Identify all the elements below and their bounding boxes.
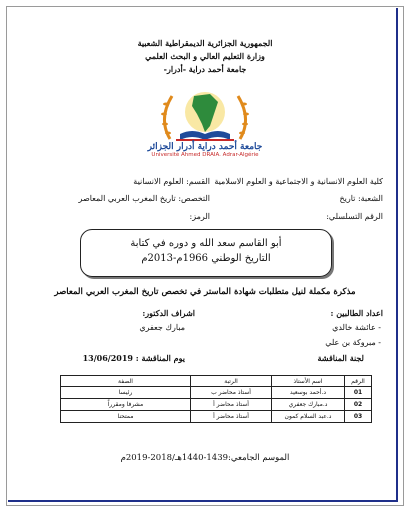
serial-number-label: الرقم التسلسلي: <box>326 212 383 221</box>
memo-description: مذكرة مكملة لنيل متطلبات شهادة الماستر في تخصص تاريخ المغرب العربي المعاصر <box>54 287 356 297</box>
university-logo <box>150 84 260 150</box>
page-frame-bottom <box>8 500 398 502</box>
jury-number: 01 <box>345 387 372 399</box>
jury-table-header-row <box>61 376 372 387</box>
jury-header-name: اسم الأستاذ <box>272 376 345 387</box>
specialty-label: التخصص: تاريخ المغرب العربي المعاصر <box>78 194 210 203</box>
jury-rank: أستاذ محاضر أ <box>191 411 272 423</box>
students-heading: اعداد الطالبين : <box>330 308 383 318</box>
supervisor-name: مبارك جعفري <box>139 323 185 332</box>
jury-header-role: الصفة <box>61 376 191 387</box>
page-frame-right <box>396 8 398 502</box>
code-label: الرمز: <box>189 212 210 221</box>
jury-role: رئيسا <box>61 387 191 399</box>
branch-label: الشعبة: تاريخ <box>339 194 383 203</box>
jury-name: د.عبد السلام كمون <box>272 411 345 423</box>
jury-rank: أستاذ محاضر أ <box>191 399 272 411</box>
jury-role: ممتحنا <box>61 411 191 423</box>
committee-heading: لجنة المناقشة <box>317 353 364 363</box>
jury-table <box>60 375 372 423</box>
jury-number: 03 <box>345 411 372 423</box>
thesis-title-line1: أبو القاسم سعد الله و دوره في كتابة <box>130 238 282 249</box>
jury-name: د.مبارك جعفري <box>272 399 345 411</box>
table-row <box>61 387 372 399</box>
jury-header-number: الرقم <box>345 376 372 387</box>
faculty-label: كلية العلوم الانسانية و الاجتماعية و العلوم الاسلامية <box>214 177 383 186</box>
academic-year: الموسم الجامعي:1439-1440هـ/2018-2019م <box>120 453 290 463</box>
logo-arabic-name: جامعة أحمد دراية أدرار الجزائر <box>147 142 263 152</box>
logo-french-name: Université Ahmed DRAIA. Adrar-Algérie <box>151 152 259 158</box>
table-row <box>61 399 372 411</box>
university-header: جامعة أحمد دراية -أدرار- <box>163 64 247 74</box>
jury-header-rank: الرتبة <box>191 376 272 387</box>
ministry-header: وزارة التعليم العالي و البحث العلمي <box>145 51 265 61</box>
jury-name: د.أحمد بوسعيد <box>272 387 345 399</box>
jury-rank: أستاذ محاضر ب <box>191 387 272 399</box>
discussion-date: يوم المناقشة : 13/06/2019 <box>82 353 185 363</box>
student-name-1: - عائشة خالدي <box>332 323 381 332</box>
student-name-2: - مبروكة بن علي <box>325 338 381 347</box>
thesis-title-box <box>80 229 332 277</box>
department-label: القسم: العلوم الانسانية <box>133 177 210 186</box>
supervisor-heading: اشراف الدكتور: <box>142 308 195 318</box>
jury-number: 02 <box>345 399 372 411</box>
republic-header: الجمهورية الجزائرية الديمقراطية الشعبية <box>137 38 273 48</box>
jury-role: مشرفا ومقرراً <box>61 399 191 411</box>
table-row <box>61 411 372 423</box>
thesis-title-line2: التاريخ الوطني 1966م-2013م <box>141 253 271 264</box>
